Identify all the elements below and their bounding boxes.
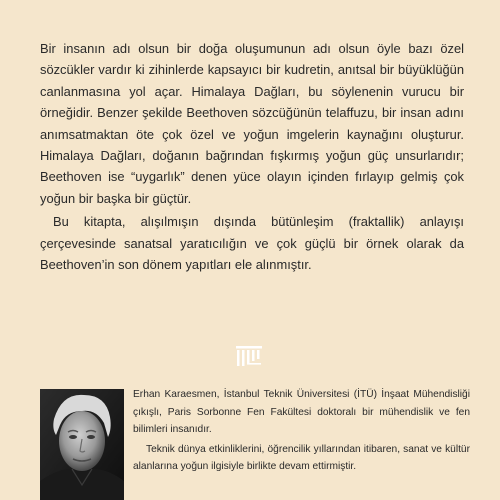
author-photo [40, 389, 124, 500]
publisher-logo-icon [236, 346, 262, 366]
blurb-paragraph-1: Bir insanın adı olsun bir doğa oluşumunun adı olsun öyle bazı özel sözcükler vardır ki zihinlerde kapsayıcı bir kudretin, anıtsal bir büyüklüğün canlanmasına yol açar. Himalaya Dağları, bu söylenenin vurucu bir örneğidir. Benzer şekilde Beethoven sözcüğünün telaffuzu, bir insan adını anımsatmaktan öte çok özel ve yoğun imgelerin kaynağını oluşturur. Himalaya Dağları, doğanın bağrından fışkırmış yoğun güç unsurlarıdır; Beethoven ise “uygarlık” denen yüce olayın içinden fırlayıp gelmiş çok yoğun bir başka bir güçtür. [40, 41, 464, 206]
author-bio-paragraph-1: Erhan Karaesmen, İstanbul Teknik Üniversitesi (İTÜ) İnşaat Mühendisliği çıkışlı, Paris Sorbonne Fen Fakültesi doktoralı bir mühendislik ve fen bilimleri insanıdır. [133, 389, 470, 436]
author-portrait-icon [40, 389, 124, 500]
author-bio [133, 386, 470, 476]
back-cover-text [40, 38, 464, 275]
author-section [40, 386, 470, 500]
blurb-paragraph-2: Bu kitapta, alışılmışın dışında bütünleşim (fraktallik) anlayışı çerçevesinde sanatsal yaratıcılığın ve çok güçlü bir örnek olarak da Beethoven’in son dönem yapıtları ele alınmıştır. [40, 214, 464, 273]
author-bio-paragraph-2: Teknik dünya etkinliklerini, öğrencilik yıllarından itibaren, sanat ve kültür alanlarına yoğun ilgisiyle birlikte devam ettirmiştir. [133, 443, 470, 473]
